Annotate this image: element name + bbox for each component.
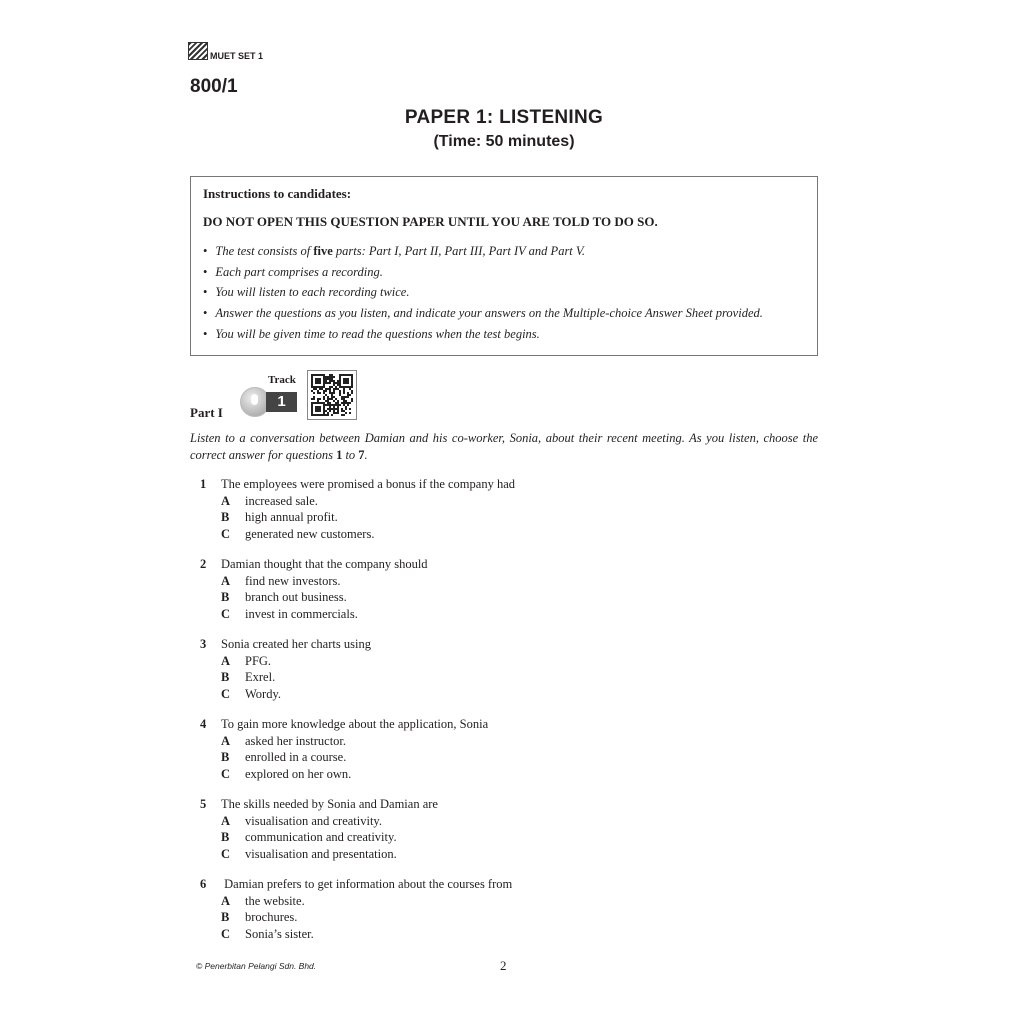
question (200, 476, 515, 542)
question-stem: The skills needed by Sonia and Damian are (221, 797, 438, 811)
publisher-logo-icon (188, 42, 208, 60)
instruction-item: • The test consists of five parts: Part I, Part II, Part III, Part IV and Part V. (203, 241, 763, 262)
option-letter: B (221, 590, 230, 605)
option-letter: B (221, 910, 230, 925)
option-letter: B (221, 750, 230, 765)
instruction-item: • You will listen to each recording twice. (203, 282, 763, 303)
question-stem: Sonia created her charts using (221, 637, 371, 651)
option-letter: C (221, 686, 231, 701)
page-subtitle: (Time: 50 minutes) (433, 133, 575, 150)
question-number: 4 (200, 717, 207, 731)
page-title: PAPER 1: LISTENING (404, 107, 604, 128)
option-text: communication and creativity. (245, 830, 397, 845)
option-text: Sonia’s sister. (245, 926, 314, 941)
copyright: © Penerbitan Pelangi Sdn. Bhd. (196, 961, 317, 971)
option-letter: C (221, 606, 231, 621)
option-letter: C (221, 766, 231, 781)
answer-option (200, 749, 488, 766)
page-number: 2 (500, 958, 507, 973)
question-number: 1 (200, 477, 207, 491)
option-letter: A (221, 893, 231, 908)
question-number: 3 (200, 637, 207, 651)
option-letter: A (221, 813, 231, 828)
question (200, 556, 428, 622)
option-letter: C (221, 526, 231, 541)
option-text: generated new customers. (245, 526, 375, 541)
option-letter: C (221, 846, 231, 861)
option-text: increased sale. (245, 493, 318, 508)
answer-option (200, 509, 515, 526)
question-stem: Damian thought that the company should (221, 557, 428, 571)
instruction-item: • Each part comprises a recording. (203, 262, 763, 283)
track-label: Track (268, 374, 296, 386)
instructions-warning: DO NOT OPEN THIS QUESTION PAPER UNTIL YOU ARE TOLD TO DO SO. (203, 214, 658, 229)
answer-option (200, 686, 371, 703)
option-letter: C (221, 926, 231, 941)
question (200, 876, 512, 942)
question-number: 6 (200, 877, 207, 891)
question (200, 716, 488, 782)
option-text: Exrel. (245, 670, 276, 685)
answer-option (200, 669, 371, 686)
answer-option (200, 606, 428, 623)
option-letter: B (221, 830, 230, 845)
answer-option (200, 909, 512, 926)
answer-option (200, 893, 512, 910)
track-number: 1 (266, 392, 297, 412)
option-text: enrolled in a course. (245, 750, 347, 765)
paper-code: 800/1 (190, 76, 238, 97)
option-text: brochures. (245, 910, 298, 925)
part-instructions: Listen to a conversation between Damian and his co-worker, Sonia, about their recent meeting. As you listen, choose the correct answer for questions 1 to 7. (190, 431, 818, 462)
option-letter: B (221, 670, 230, 685)
option-letter: A (221, 733, 231, 748)
question-number: 2 (200, 557, 207, 571)
option-text: high annual profit. (245, 510, 338, 525)
instruction-item: • You will be given time to read the questions when the test begins. (203, 324, 763, 345)
option-text: the website. (245, 893, 305, 908)
instructions-box (190, 176, 818, 356)
qr-code-icon (307, 370, 357, 420)
answer-option (200, 846, 438, 863)
answer-option (200, 589, 428, 606)
option-text: explored on her own. (245, 766, 352, 781)
answer-option (200, 813, 438, 830)
question-stem: The employees were promised a bonus if the company had (221, 477, 516, 491)
option-text: Wordy. (245, 686, 282, 701)
answer-option (200, 733, 488, 750)
instruction-item: • Answer the questions as you listen, and indicate your answers on the Multiple-choice Answer Sheet provided. (203, 303, 763, 324)
option-text: find new investors. (245, 573, 341, 588)
instructions-heading: Instructions to candidates: (203, 186, 352, 201)
answer-option (200, 526, 515, 543)
question-stem: Damian prefers to get information about the courses from (221, 877, 513, 891)
option-letter: A (221, 573, 231, 588)
option-letter: A (221, 653, 231, 668)
answer-option (200, 926, 512, 943)
answer-option (200, 573, 428, 590)
answer-option (200, 766, 488, 783)
option-text: visualisation and presentation. (245, 846, 397, 861)
answer-option (200, 829, 438, 846)
option-letter: A (221, 493, 231, 508)
option-text: branch out business. (245, 590, 347, 605)
part-label: Part I (190, 405, 223, 420)
option-text: PFG. (245, 653, 272, 668)
question-stem: To gain more knowledge about the application, Sonia (221, 717, 489, 731)
question-number: 5 (200, 797, 207, 811)
instructions-list (203, 241, 763, 344)
question (200, 796, 438, 862)
answer-option (200, 653, 371, 670)
question (200, 636, 371, 702)
option-text: visualisation and creativity. (245, 813, 382, 828)
option-text: asked her instructor. (245, 733, 347, 748)
option-letter: B (221, 510, 230, 525)
answer-option (200, 493, 515, 510)
series-label: MUET SET 1 (210, 51, 264, 61)
option-text: invest in commercials. (245, 606, 358, 621)
